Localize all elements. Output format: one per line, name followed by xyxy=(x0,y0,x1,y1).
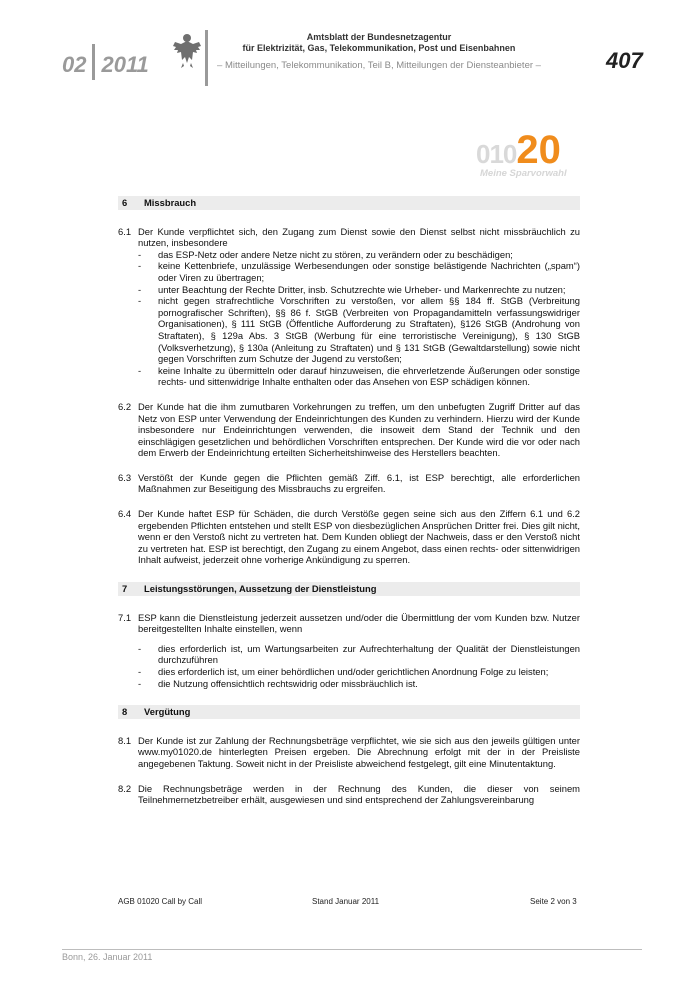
paragraph-number: 6.3 xyxy=(118,471,132,483)
list-item: - dies erforderlich ist, um einer behördlichen und/oder gerichtlichen Anordnung Folge zu leisten; xyxy=(138,666,580,678)
document-footer-right: Seite 2 von 3 xyxy=(530,897,577,906)
list-item-text: das ESP-Netz oder andere Netze nicht zu stören, zu verändern oder zu beschädigen; xyxy=(158,248,513,260)
section-number: 6 xyxy=(122,197,128,208)
section-number: 7 xyxy=(122,583,128,595)
paragraph-text: Der Kunde verpflichtet sich, den Zugang zum Dienst sowie den Dienst selbst nicht missbräuchlich zu nutzen, insbesondere xyxy=(138,225,580,249)
list-item-text: unter Beachtung der Rechte Dritter, insb. Schutzrechte wie Urheber- und Markenrechte zu nutzen; xyxy=(158,283,566,295)
list-item: - das ESP-Netz oder andere Netze nicht zu stören, zu verändern oder zu beschädigen; xyxy=(138,249,580,261)
list-item-text: die Nutzung offensichtlich rechtswidrig oder missbräuchlich ist. xyxy=(158,677,418,689)
paragraph xyxy=(118,783,580,806)
logo-digits-orange: 20 xyxy=(516,128,561,172)
brand-logo xyxy=(476,128,580,184)
document-body xyxy=(118,196,580,819)
issue-label xyxy=(62,48,149,84)
paragraph xyxy=(118,508,580,566)
list-item-text: dies erforderlich ist, um Wartungsarbeiten zur Aufrechterhaltung der Qualität der Dienstleistungen durchzuführen xyxy=(158,642,580,666)
issue-year: 2011 xyxy=(101,51,149,77)
section-heading xyxy=(118,196,580,210)
list-item-text: dies erforderlich ist, um einer behördlichen und/oder gerichtlichen Anordnung Folge zu leisten; xyxy=(158,666,549,677)
bulletin-subtitle: – Mitteilungen, Telekommunikation, Teil B, Mitteilungen der Diensteanbieter – xyxy=(217,60,541,71)
list-item: - unter Beachtung der Rechte Dritter, insb. Schutzrechte wie Urheber- und Markenrechte zu nutzen; xyxy=(138,284,580,296)
paragraph-text: Der Kunde haftet ESP für Schäden, die durch Verstöße gegen seine sich aus den Ziffern 6.1 und 6.2 ergebenden Pflichten entstehen und stellt ESP von diesbezüglichen Ansprüchen Dritter frei. Dies gilt nicht, wenn er den Verstoß nicht zu vertreten hat. Dem Kunden obliegt der Nachweis, dass er den Verstoß nicht zu vertreten hat. ESP ist berechtigt, den Zugang zu einem Angebot, dass einen rechts- oder sittenwidrigen Inhalt aufweist, jederzeit ohne vorherige Ankündigung zu sperren. xyxy=(138,508,580,566)
paragraph-number: 8.1 xyxy=(118,734,132,746)
section-number: 8 xyxy=(122,706,128,718)
issue-number: 02 xyxy=(62,51,87,77)
paragraph-text: Verstößt der Kunde gegen die Pflichten gemäß Ziff. 6.1, ist ESP berechtigt, alle erforderlichen Maßnahmen zur Beseitigung des Missbrauchs zu ergreifen. xyxy=(138,471,580,495)
list-item: - nicht gegen strafrechtliche Vorschriften zu verstoßen, vor allem §§ 184 ff. StGB (Verbreitung pornografischer Schriften), §§ 86 f. StGB (Verbreiten von Propagandamitteln verfassungswidriger Organisationen), § 111 StGB (Öffentliche Aufforderung zu Straftaten), §126 StGB (Androhung von Straftaten), § 129a Abs. 3 StGB (Werbung für eine terroristische Vereinigung), § 130 StGB (Volksverhetzung), § 130a (Anleitung zu Straftaten) und § 131 StGB (Gewaltdarstellung) sowie nicht gegen Vorschriften zum Schutze der Jugend zu verstoßen; xyxy=(138,295,580,365)
list-item: - die Nutzung offensichtlich rechtswidrig oder missbräuchlich ist. xyxy=(138,678,580,690)
section-title: Vergütung xyxy=(144,706,191,718)
paragraph-number: 6.1 xyxy=(118,225,132,237)
footer-divider xyxy=(62,949,642,950)
list-item-text: keine Inhalte zu übermitteln oder darauf hinzuweisen, die ehrverletzende Äußerungen oder sonstige rechts- und sittenwidrige Inhalte enthalten oder das Ansehen von ESP schädigen können. xyxy=(158,364,580,388)
paragraph xyxy=(118,612,580,690)
paragraph-number: 8.2 xyxy=(118,782,132,794)
list-item-text: keine Kettenbriefe, unzulässige Werbesendungen oder sonstige belästigende Nachrichten („spam“) oder Viren zu übertragen; xyxy=(158,260,580,283)
place-date: Bonn, 26. Januar 2011 xyxy=(62,952,153,962)
paragraph xyxy=(118,401,580,459)
paragraph xyxy=(118,735,580,770)
document-footer-center: Stand Januar 2011 xyxy=(312,897,380,906)
list-item-text: nicht gegen strafrechtliche Vorschriften zu verstoßen, vor allem §§ 184 ff. StGB (Verbreitung pornografischer Schriften), §§ 86 f. StGB (Verbreiten von Propagandamitteln verfassungswidriger Organisationen), § 111 StGB (Öffentliche Aufforderung zu Straftaten), §126 StGB (Androhung von Straftaten), § 129a Abs. 3 StGB (Werbung für eine terroristische Vereinigung), § 130 StGB (Volksverhetzung), § 130a (Anleitung zu Straftaten) und § 131 StGB (Gewaltdarstellung) sowie nicht gegen Vorschriften zum Schutze der Jugend zu verstoßen; xyxy=(158,295,580,365)
section-title: Leistungsstörungen, Aussetzung der Dienstleistung xyxy=(144,583,377,595)
section-heading xyxy=(118,582,580,596)
bullet-list xyxy=(138,643,580,689)
bulletin-title-line1: Amtsblatt der Bundesnetzagentur xyxy=(306,32,452,42)
list-item: - keine Kettenbriefe, unzulässige Werbesendungen oder sonstige belästigende Nachrichten („spam“) oder Viren zu übertragen; xyxy=(138,260,580,283)
paragraph-number: 6.4 xyxy=(118,508,132,520)
list-item: - dies erforderlich ist, um Wartungsarbeiten zur Aufrechterhaltung der Qualität der Dienstleistungen durchzuführen xyxy=(138,642,580,666)
list-item: - keine Inhalte zu übermitteln oder darauf hinzuweisen, die ehrverletzende Äußerungen oder sonstige rechts- und sittenwidrige Inhalte enthalten oder das Ansehen von ESP schädigen können. xyxy=(138,364,580,388)
section-title: Missbrauch xyxy=(144,197,197,208)
paragraph-text: Der Kunde hat die ihm zumutbaren Vorkehrungen zu treffen, um den unbefugten Zugriff Dritter auf das Netz von ESP unter Verwendung der Endeinrichtungen des Kunden zu verhindern. Hierzu wird der Kunde insbesondere nur Endeinrichtungen verwenden, die insoweit dem Stand der Technik und den einschlägigen gesetzlichen und behördlichen Vorschriften entsprechen. Der Kunde wird die vor oder nach dem Erwerb der Endeinrichtung erteilten Sicherheitshinweise des Herstellers beachten. xyxy=(138,400,580,459)
federal-eagle-icon xyxy=(172,30,202,70)
section-heading xyxy=(118,705,580,719)
bulletin-title xyxy=(214,32,544,54)
paragraph xyxy=(118,472,580,495)
paragraph xyxy=(118,226,580,388)
paragraph-number: 6.2 xyxy=(118,400,132,412)
logo-tagline: Meine Sparvorwahl xyxy=(480,168,567,179)
paragraph-number: 7.1 xyxy=(118,611,132,623)
logo-digits-grey: 010 xyxy=(476,139,517,169)
bullet-list xyxy=(138,249,580,388)
document-footer-left: AGB 01020 Call by Call xyxy=(118,897,203,906)
bulletin-title-line2: für Elektrizität, Gas, Telekommunikation, Post und Eisenbahnen xyxy=(242,43,516,53)
paragraph-text: Die Rechnungsbeträge werden in der Rechnung des Kunden, die dieser von seinem Teilnehmernetzbetreiber erhält, ausgewiesen und sind entsprechend der Zahlungsvereinbarung xyxy=(138,782,580,806)
header-divider xyxy=(205,30,208,86)
issue-divider xyxy=(92,44,95,80)
paragraph-text: Der Kunde ist zur Zahlung der Rechnungsbeträge verpflichtet, wie sie sich aus den jeweils gültigen unter www.my01020.de hinterlegten Preisen ergeben. Die Abrechnung erfolgt mit der in der Preisliste angegebenen Taktung. Soweit nicht in der Preisliste abweichend festgelegt, gilt eine Minutentaktung. xyxy=(138,734,580,769)
page-number: 407 xyxy=(606,48,643,73)
paragraph-text: ESP kann die Dienstleistung jederzeit aussetzen und/oder die Übermittlung der vom Kunden bzw. Nutzer bereitgestellten Inhalte einstellen, wenn xyxy=(138,611,580,635)
